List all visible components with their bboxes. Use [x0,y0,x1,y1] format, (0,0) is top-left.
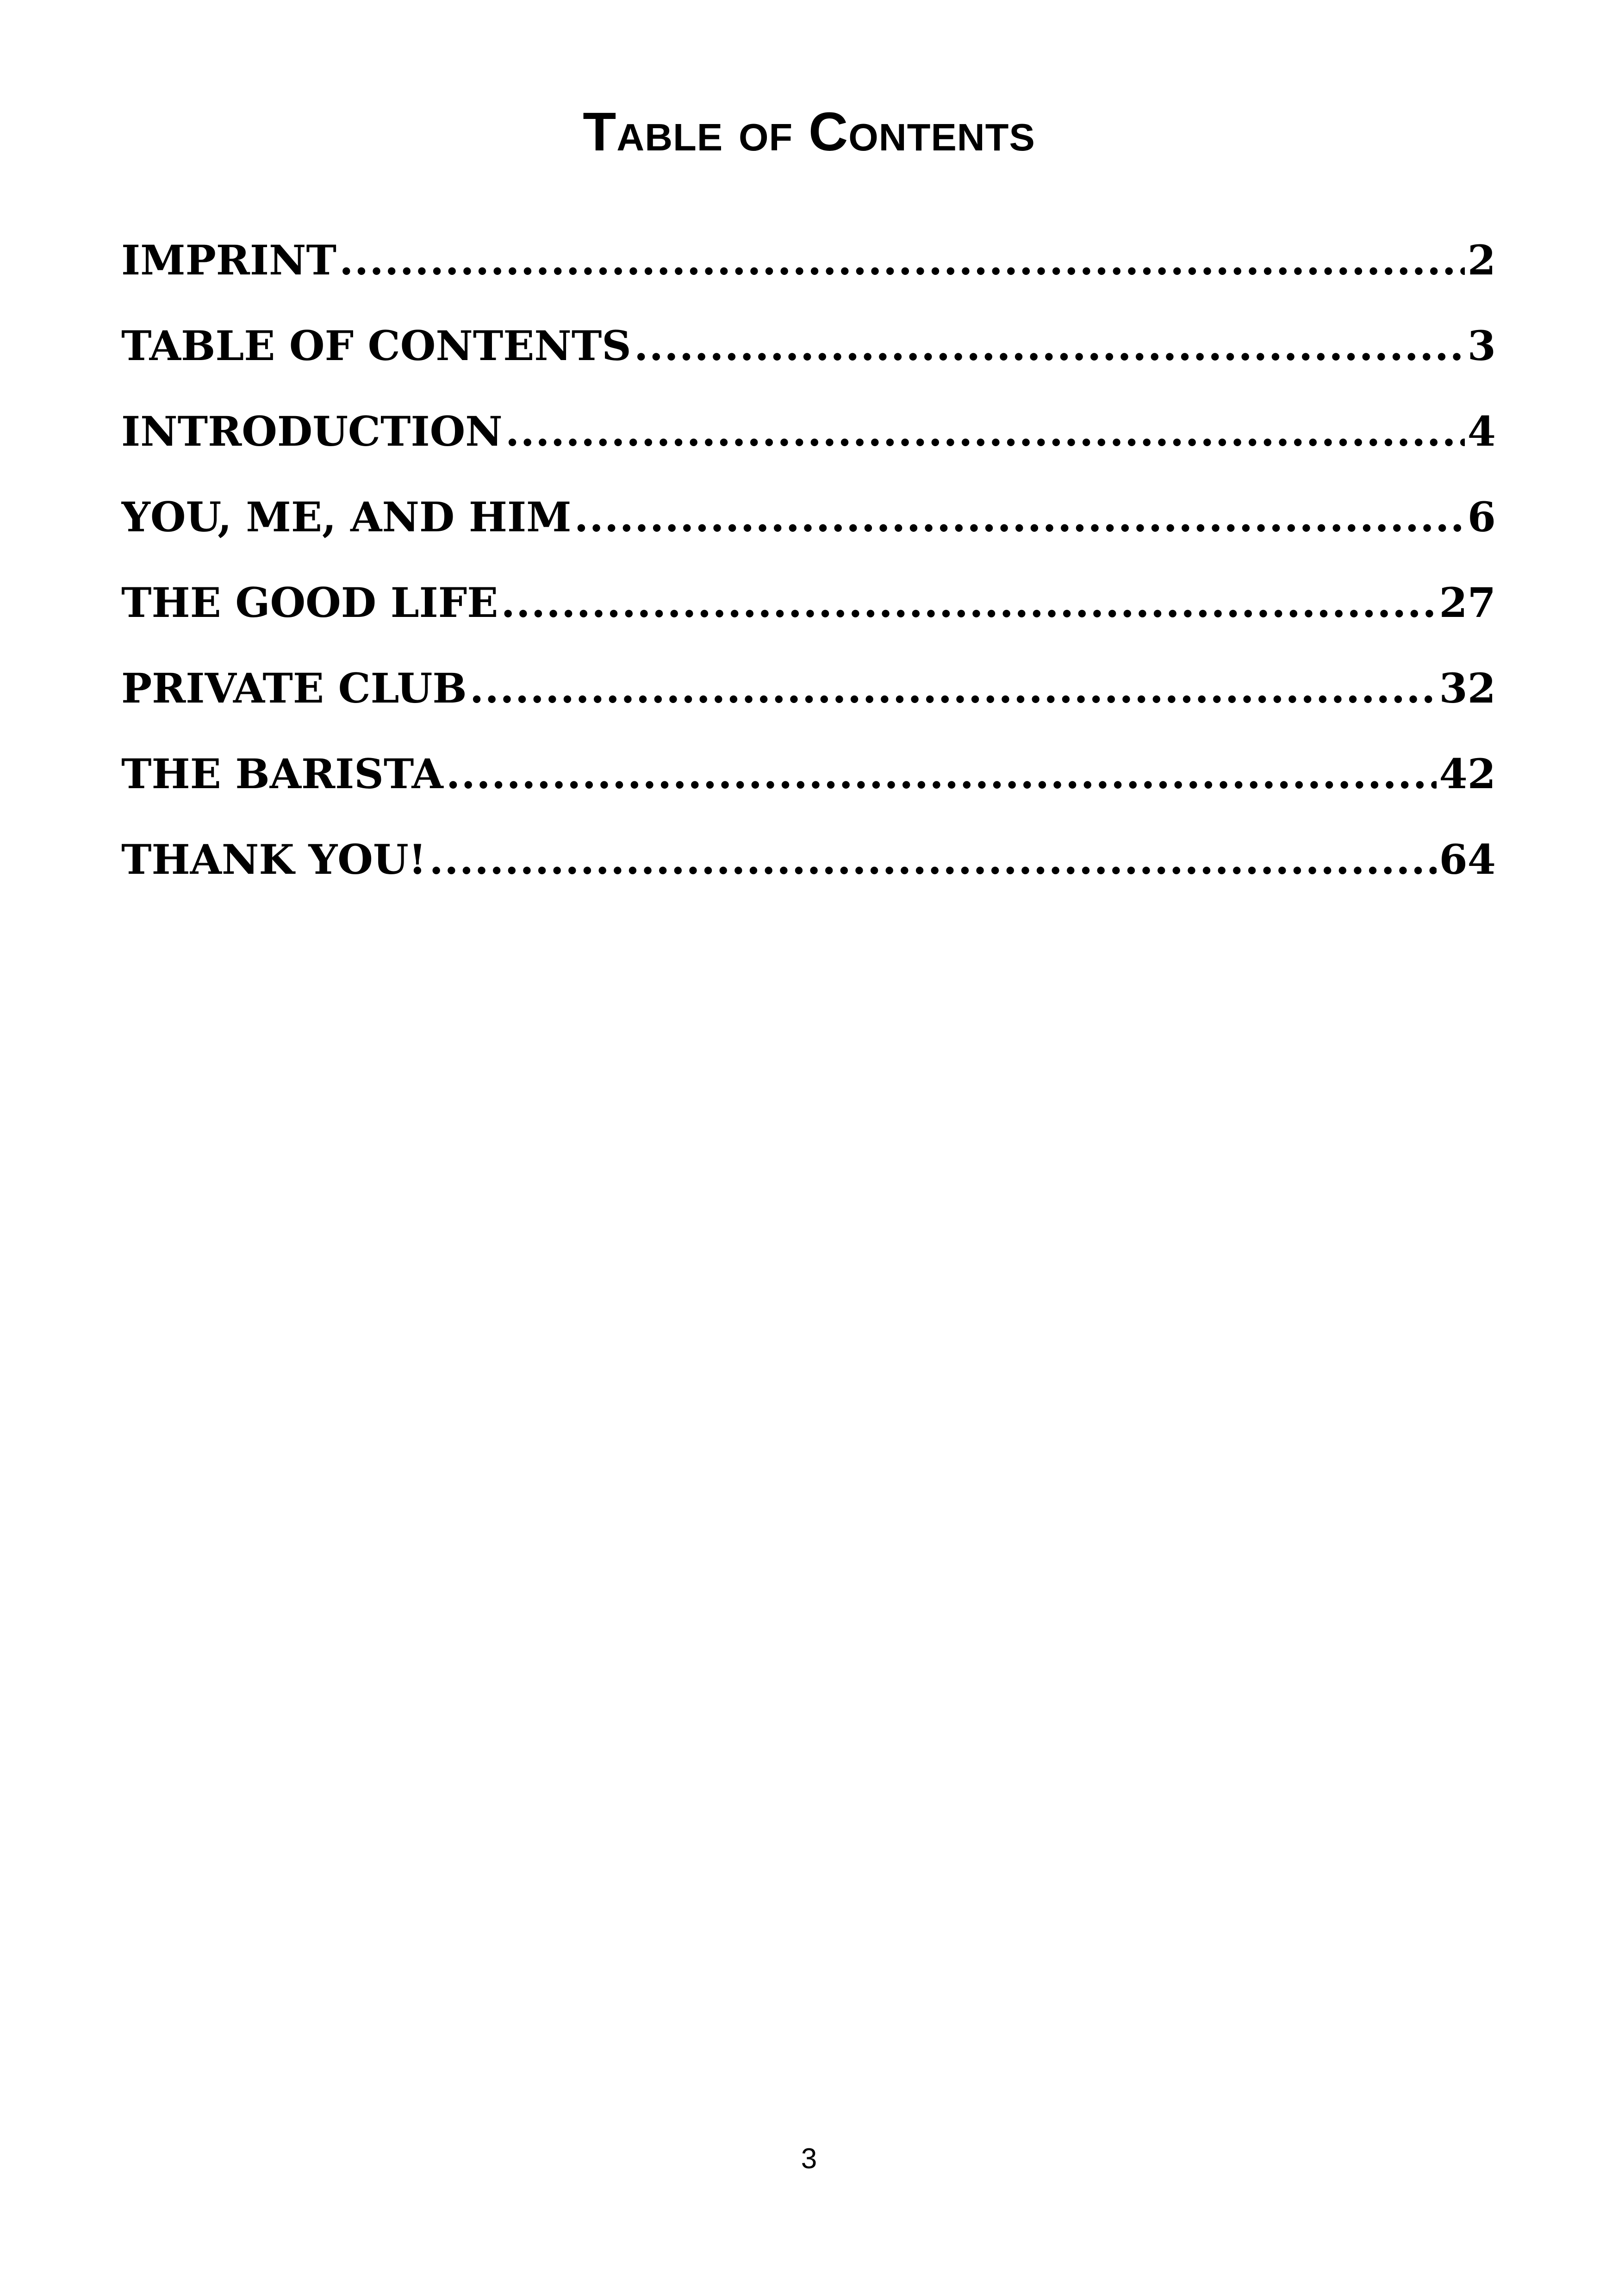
toc-entry-label: IMPRINT [121,236,336,284]
table-of-contents [121,230,1496,915]
toc-entry-page: 2 [1467,236,1496,284]
toc-leader-dots [574,487,1465,547]
toc-entry-label: INTRODUCTION [121,407,503,455]
toc-leader-dots [429,829,1436,890]
toc-entry-page: 64 [1439,835,1496,884]
toc-leader-dots [339,230,1465,290]
toc-entry-page: 27 [1439,579,1496,627]
toc-entry-page: 4 [1467,407,1496,455]
toc-entry-private-club[interactable] [121,658,1496,744]
toc-entry-page: 6 [1467,493,1496,541]
toc-leader-dots [446,744,1437,804]
toc-entry-table-of-contents[interactable] [121,316,1496,401]
toc-leader-dots [505,401,1465,461]
toc-entry-label: THANK YOU! [121,835,427,884]
toc-entry-you-me-and-him[interactable] [121,487,1496,572]
toc-entry-label: TABLE OF CONTENTS [121,322,631,370]
toc-entry-page: 42 [1439,750,1496,798]
toc-entry-the-good-life[interactable] [121,572,1496,658]
toc-leader-dots [634,316,1465,376]
toc-entry-introduction[interactable] [121,401,1496,487]
toc-entry-label: YOU, ME, AND HIM [121,493,572,541]
toc-entry-label: THE BARISTA [121,750,443,798]
toc-leader-dots [470,658,1437,718]
toc-entry-label: THE GOOD LIFE [121,579,498,627]
page-title: Table of Contents [583,101,1035,162]
toc-entry-page: 32 [1439,664,1496,712]
toc-entry-label: PRIVATE CLUB [121,664,467,712]
toc-entry-the-barista[interactable] [121,744,1496,829]
toc-entry-imprint[interactable] [121,230,1496,316]
toc-entry-thank-you[interactable] [121,829,1496,915]
toc-leader-dots [501,572,1436,633]
toc-entry-page: 3 [1467,322,1496,370]
page-number: 3 [801,2143,817,2175]
